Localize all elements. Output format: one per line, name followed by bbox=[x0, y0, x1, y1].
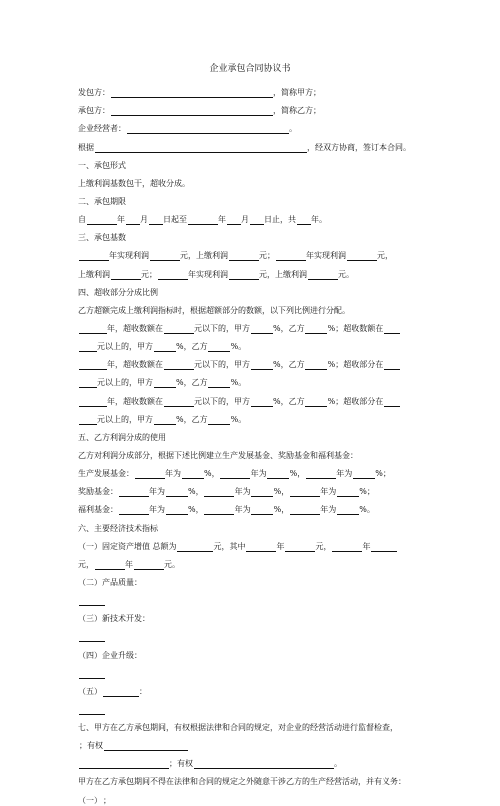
text-line bbox=[78, 479, 430, 497]
fill-in-blank[interactable] bbox=[306, 469, 336, 479]
line-text: 年，超收数额在 bbox=[107, 360, 163, 370]
fill-in-blank[interactable] bbox=[164, 360, 194, 370]
fill-in-blank[interactable] bbox=[79, 596, 105, 606]
fill-in-blank[interactable] bbox=[208, 342, 230, 352]
text-line bbox=[78, 534, 430, 552]
fill-in-blank[interactable] bbox=[337, 505, 359, 515]
line-text: %； bbox=[359, 487, 375, 497]
line-text: 年为 bbox=[149, 505, 165, 515]
line-text: %，乙方 bbox=[176, 414, 208, 424]
line-text: 乙方超额完成上缴利润指标时，根据超额部分的数额，以下列比例进行分配。 bbox=[78, 305, 350, 315]
text-line bbox=[78, 624, 430, 642]
text-line bbox=[78, 80, 430, 98]
line-text: （四）企业升级： bbox=[78, 650, 142, 660]
fill-in-blank[interactable] bbox=[119, 505, 149, 515]
fill-in-blank[interactable] bbox=[87, 215, 117, 225]
text-line bbox=[78, 243, 430, 261]
fill-in-blank[interactable] bbox=[251, 397, 273, 407]
fill-in-blank[interactable] bbox=[251, 487, 273, 497]
text-line bbox=[78, 679, 430, 697]
line-text: 年实现利润 bbox=[188, 269, 228, 279]
fill-in-blank[interactable] bbox=[158, 270, 188, 280]
fill-in-blank[interactable] bbox=[229, 251, 259, 261]
text-line bbox=[78, 280, 430, 298]
fill-in-blank[interactable] bbox=[154, 378, 176, 388]
text-line bbox=[78, 116, 430, 134]
text-line bbox=[78, 769, 430, 787]
fill-in-blank[interactable] bbox=[95, 143, 307, 153]
fill-in-blank[interactable] bbox=[188, 215, 218, 225]
text-line bbox=[78, 787, 430, 805]
line-text: 元以上的，甲方 bbox=[97, 414, 153, 424]
line-text: 元， bbox=[315, 541, 332, 551]
line-text: %，乙方 bbox=[273, 323, 305, 333]
text-line bbox=[78, 497, 430, 515]
line-text: 元，其中 bbox=[213, 541, 246, 551]
line-text: 日起至 bbox=[163, 215, 187, 225]
line-text: ；有权 bbox=[169, 759, 193, 769]
line-text: 元； bbox=[259, 251, 275, 261]
fill-in-blank[interactable] bbox=[79, 251, 109, 261]
fill-in-blank[interactable] bbox=[164, 397, 194, 407]
text-line bbox=[78, 588, 430, 606]
line-text: 二、承包期限 bbox=[78, 196, 126, 206]
line-text: （五） bbox=[78, 686, 102, 696]
fill-in-blank[interactable] bbox=[134, 560, 164, 570]
line-text: 。 bbox=[289, 124, 297, 134]
line-text: 发包方： bbox=[78, 88, 110, 98]
fill-in-blank[interactable] bbox=[111, 88, 273, 98]
line-text: 元，上缴利润 bbox=[259, 269, 307, 279]
text-line bbox=[78, 515, 430, 533]
fill-in-blank[interactable] bbox=[276, 251, 306, 261]
line-text: %，乙方 bbox=[176, 378, 208, 388]
line-text: %。 bbox=[230, 378, 247, 388]
line-text: 元以下的，甲方 bbox=[194, 360, 250, 370]
fill-in-blank[interactable] bbox=[79, 632, 105, 642]
fill-in-blank[interactable] bbox=[297, 215, 311, 225]
fill-in-blank[interactable] bbox=[126, 215, 140, 225]
line-text: 元。 bbox=[338, 269, 354, 279]
fill-in-blank[interactable] bbox=[119, 487, 149, 497]
text-line bbox=[78, 642, 430, 660]
line-text: 年，超收数额在 bbox=[107, 323, 163, 333]
line-text: 年 bbox=[117, 215, 125, 225]
line-text: 上缴利润基数包干，超收分成。 bbox=[78, 178, 190, 188]
line-text: ： bbox=[139, 686, 147, 696]
line-text: ，简称甲方； bbox=[273, 88, 321, 98]
text-line bbox=[78, 370, 430, 388]
line-text: 年为 bbox=[320, 505, 337, 515]
fill-in-blank[interactable] bbox=[79, 397, 107, 407]
line-text: 奖励基金： bbox=[78, 487, 118, 497]
fill-in-blank[interactable] bbox=[95, 560, 125, 570]
line-text: %。 bbox=[230, 342, 247, 352]
fill-in-blank[interactable] bbox=[150, 251, 180, 261]
line-text: %， bbox=[289, 469, 306, 479]
fill-in-blank[interactable] bbox=[111, 106, 273, 116]
fill-in-blank[interactable] bbox=[347, 251, 377, 261]
line-text: 元， bbox=[377, 251, 393, 261]
line-text: 元； bbox=[141, 269, 157, 279]
fill-in-blank[interactable] bbox=[103, 687, 139, 697]
line-text: 七、甲方在乙方承包期间，有权根据法律和合同的规定，对企业的经营活动进行监督检查， bbox=[78, 723, 398, 733]
text-line bbox=[78, 261, 430, 279]
text-line bbox=[78, 225, 430, 243]
line-text: 元，上缴利润 bbox=[180, 251, 228, 261]
text-line bbox=[78, 407, 430, 425]
line-text: 。 bbox=[334, 759, 342, 769]
fill-in-blank[interactable] bbox=[251, 324, 273, 334]
text-line bbox=[78, 388, 430, 406]
line-text: 三、承包基数 bbox=[78, 233, 126, 243]
fill-in-blank[interactable] bbox=[79, 342, 97, 352]
line-text: 生产发展基金： bbox=[78, 469, 134, 479]
line-text: 根据 bbox=[78, 142, 94, 152]
line-text: %，乙方 bbox=[273, 360, 305, 370]
fill-in-blank[interactable] bbox=[384, 360, 400, 370]
text-line bbox=[78, 134, 430, 152]
line-text: %；超收部分在 bbox=[327, 396, 384, 406]
line-text: （二）产品质量： bbox=[78, 577, 142, 587]
text-line bbox=[78, 189, 430, 207]
line-text: 年为 bbox=[336, 469, 353, 479]
fill-in-blank[interactable] bbox=[154, 415, 176, 425]
line-text: %， bbox=[273, 487, 290, 497]
line-text: 企业经营者： bbox=[78, 124, 126, 134]
fill-in-blank[interactable] bbox=[79, 378, 97, 388]
fill-in-blank[interactable] bbox=[164, 324, 194, 334]
line-text: 年 bbox=[276, 541, 285, 551]
line-text: %， bbox=[204, 469, 220, 479]
line-text: %，乙方 bbox=[273, 396, 305, 406]
text-line bbox=[78, 316, 430, 334]
fill-in-blank[interactable] bbox=[353, 469, 375, 479]
fill-in-blank[interactable] bbox=[204, 487, 234, 497]
fill-in-blank[interactable] bbox=[149, 215, 163, 225]
fill-in-blank[interactable] bbox=[290, 505, 320, 515]
line-text: 甲方在乙方承包期间不得在法律和合同的规定之外随意干涉乙方的生产经营活动，并有义务： bbox=[78, 777, 406, 787]
line-text: 乙方对利润分成部分，根据下述比例建立生产发展基金、奖励基金和福利基金： bbox=[78, 450, 358, 460]
fill-in-blank[interactable] bbox=[182, 469, 204, 479]
text-line bbox=[78, 171, 430, 189]
text-line bbox=[78, 606, 430, 624]
line-text: 元以上的，甲方 bbox=[97, 378, 153, 388]
document-title: 企业承包合同协议书 bbox=[209, 64, 291, 74]
fill-in-blank[interactable] bbox=[104, 741, 188, 751]
line-text: 元以下的，甲方 bbox=[194, 396, 250, 406]
line-text: 年为 bbox=[149, 487, 165, 497]
fill-in-blank[interactable] bbox=[135, 469, 165, 479]
fill-in-blank[interactable] bbox=[79, 324, 107, 334]
fill-in-blank[interactable] bbox=[220, 469, 250, 479]
line-text: 年为 bbox=[320, 487, 337, 497]
line-text: %。 bbox=[230, 414, 247, 424]
line-text: %，乙方 bbox=[176, 342, 208, 352]
text-line bbox=[78, 461, 430, 479]
fill-in-blank[interactable] bbox=[305, 360, 327, 370]
line-text: （一）固定资产增值 总额为 bbox=[78, 541, 177, 551]
text-line bbox=[78, 661, 430, 679]
line-text: 年为 bbox=[234, 487, 251, 497]
line-text: 月 bbox=[241, 215, 249, 225]
fill-in-blank[interactable] bbox=[177, 542, 213, 552]
line-text: 月 bbox=[140, 215, 148, 225]
fill-in-blank[interactable] bbox=[246, 542, 276, 552]
fill-in-blank[interactable] bbox=[204, 505, 234, 515]
text-line bbox=[78, 298, 430, 316]
fill-in-blank[interactable] bbox=[229, 270, 259, 280]
line-text: ； bbox=[103, 795, 111, 805]
fill-in-blank[interactable] bbox=[332, 542, 362, 552]
fill-in-blank[interactable] bbox=[127, 124, 289, 134]
fill-in-blank[interactable] bbox=[111, 270, 141, 280]
fill-in-blank[interactable] bbox=[308, 270, 338, 280]
line-text: 上缴利润 bbox=[78, 269, 110, 279]
line-text: 年，超收数额在 bbox=[107, 396, 163, 406]
line-text: 自 bbox=[78, 215, 86, 225]
fill-in-blank[interactable] bbox=[208, 415, 230, 425]
fill-in-blank[interactable] bbox=[251, 505, 273, 515]
text-line bbox=[78, 751, 430, 769]
line-text: ；有权 bbox=[79, 741, 103, 751]
line-text: 一、承包形式 bbox=[78, 160, 126, 170]
fill-in-blank[interactable] bbox=[227, 215, 241, 225]
fill-in-blank[interactable] bbox=[208, 378, 230, 388]
text-line bbox=[78, 334, 430, 352]
line-text: 四、超收部分分成比例 bbox=[78, 287, 158, 297]
line-text: （一） bbox=[78, 795, 102, 805]
fill-in-blank[interactable] bbox=[166, 487, 188, 497]
line-text: 日止，共 bbox=[264, 215, 296, 225]
line-text: %； bbox=[375, 469, 391, 479]
fill-in-blank[interactable] bbox=[384, 397, 400, 407]
text-line bbox=[78, 733, 430, 751]
line-text: 元以下的，甲方 bbox=[194, 323, 250, 333]
line-text: %， bbox=[188, 505, 204, 515]
fill-in-blank[interactable] bbox=[79, 415, 97, 425]
text-line bbox=[78, 552, 430, 570]
document-body bbox=[78, 80, 430, 806]
fill-in-blank[interactable] bbox=[285, 542, 315, 552]
line-text: ，经双方协商，签订本合同。 bbox=[307, 142, 411, 152]
fill-in-blank[interactable] bbox=[305, 397, 327, 407]
line-text: 元以上的，甲方 bbox=[97, 342, 153, 352]
fill-in-blank[interactable] bbox=[154, 342, 176, 352]
line-text: 六、主要经济技术指标 bbox=[78, 523, 158, 533]
fill-in-blank[interactable] bbox=[337, 487, 359, 497]
fill-in-blank[interactable] bbox=[194, 759, 334, 769]
line-text: 年实现利润 bbox=[109, 251, 149, 261]
text-line bbox=[78, 153, 430, 171]
fill-in-blank[interactable] bbox=[79, 759, 169, 769]
text-line bbox=[78, 697, 430, 715]
text-line bbox=[78, 425, 430, 443]
fill-in-blank[interactable] bbox=[166, 505, 188, 515]
fill-in-blank[interactable] bbox=[371, 542, 397, 552]
line-text: %；超收部分在 bbox=[327, 360, 384, 370]
text-line bbox=[78, 98, 430, 116]
line-text: 年 bbox=[362, 541, 371, 551]
line-text: 福利基金： bbox=[78, 505, 118, 515]
line-text: %， bbox=[273, 505, 290, 515]
fill-in-blank[interactable] bbox=[79, 360, 107, 370]
line-text: %， bbox=[188, 487, 204, 497]
line-text: 年为 bbox=[165, 469, 181, 479]
fill-in-blank[interactable] bbox=[305, 324, 327, 334]
fill-in-blank[interactable] bbox=[79, 669, 105, 679]
text-line bbox=[78, 207, 430, 225]
text-line bbox=[78, 352, 430, 370]
text-line bbox=[78, 570, 430, 588]
line-text: 年 bbox=[218, 215, 226, 225]
fill-in-blank[interactable] bbox=[290, 487, 320, 497]
text-line bbox=[78, 443, 430, 461]
line-text: %。 bbox=[359, 505, 375, 515]
text-line bbox=[78, 715, 430, 733]
line-text: 承包方： bbox=[78, 106, 110, 116]
line-text: 五、乙方利润分成的使用 bbox=[78, 432, 166, 442]
line-text: 元。 bbox=[164, 559, 180, 569]
fill-in-blank[interactable] bbox=[251, 360, 273, 370]
line-text: 年 bbox=[125, 559, 133, 569]
line-text: 年为 bbox=[250, 469, 267, 479]
line-text: 元， bbox=[78, 559, 94, 569]
line-text: 年为 bbox=[234, 505, 251, 515]
line-text: 年实现利润 bbox=[306, 251, 346, 261]
line-text: 年。 bbox=[311, 215, 327, 225]
fill-in-blank[interactable] bbox=[267, 469, 289, 479]
line-text: （三）新技术开发： bbox=[78, 614, 150, 624]
line-text: %；超收数额在 bbox=[327, 323, 384, 333]
line-text: ，简称乙方； bbox=[273, 106, 321, 116]
fill-in-blank[interactable] bbox=[79, 705, 105, 715]
fill-in-blank[interactable] bbox=[250, 215, 264, 225]
fill-in-blank[interactable] bbox=[384, 324, 400, 334]
